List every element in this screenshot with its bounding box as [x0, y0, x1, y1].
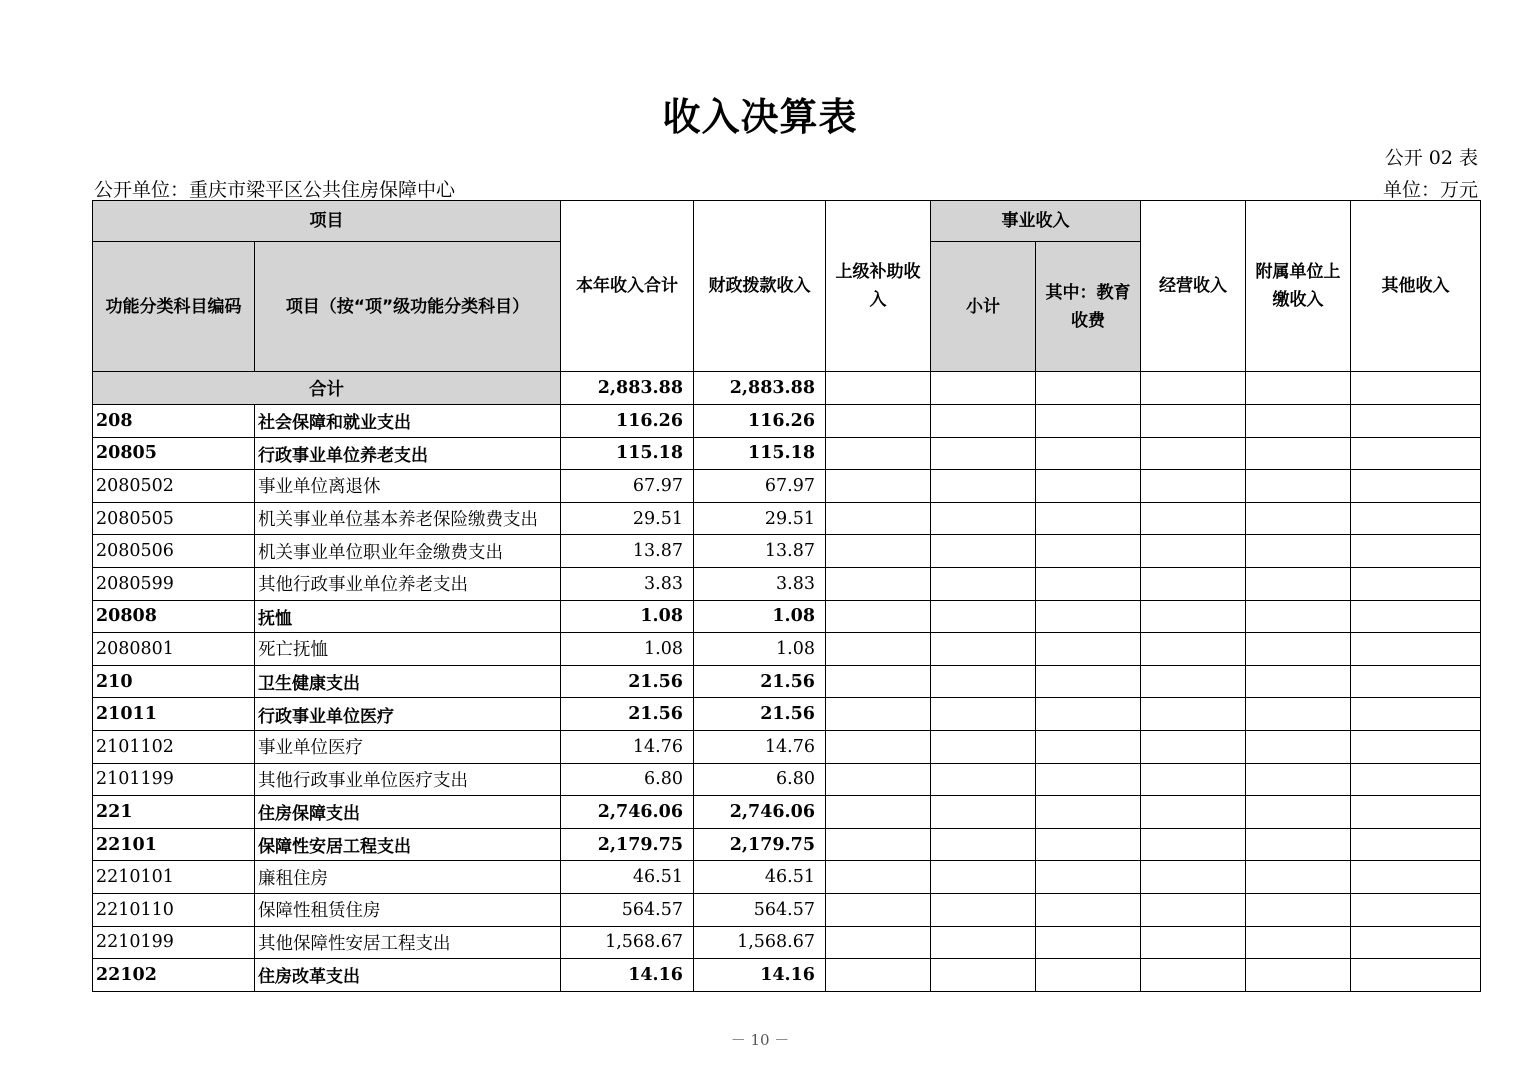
table-row: [93, 861, 1481, 894]
empty-cell: [931, 405, 1036, 438]
empty-cell: [1351, 926, 1481, 959]
empty-cell: [1036, 861, 1141, 894]
empty-cell: [826, 763, 931, 796]
total-income-value: 2,883.88: [561, 372, 694, 405]
empty-cell: [826, 633, 931, 666]
empty-cell: [1246, 763, 1351, 796]
empty-cell: [1246, 698, 1351, 731]
empty-cell: [931, 535, 1036, 568]
empty-cell: [1036, 959, 1141, 992]
row-fiscal: 14.76: [694, 730, 826, 763]
empty-cell: [931, 502, 1036, 535]
empty-cell: [1351, 893, 1481, 926]
table-row: [93, 600, 1481, 633]
empty-cell: [1351, 437, 1481, 470]
empty-cell: [1036, 437, 1141, 470]
empty-cell: [1141, 926, 1246, 959]
empty-cell: [1246, 535, 1351, 568]
empty-cell: [1036, 665, 1141, 698]
header-row-1: [93, 201, 1481, 242]
empty-cell: [1246, 405, 1351, 438]
empty-cell: [1036, 470, 1141, 503]
row-code: 208: [93, 405, 255, 438]
empty-cell: [1141, 959, 1246, 992]
row-total-income: 115.18: [561, 437, 694, 470]
empty-cell: [1351, 828, 1481, 861]
empty-cell: [826, 893, 931, 926]
row-total-income: 13.87: [561, 535, 694, 568]
row-code: 22101: [93, 828, 255, 861]
row-total-income: 21.56: [561, 665, 694, 698]
empty-cell: [1141, 633, 1246, 666]
empty-cell: [1141, 796, 1246, 829]
row-code: 2101199: [93, 763, 255, 796]
row-fiscal: 21.56: [694, 698, 826, 731]
row-item-name: 其他行政事业单位养老支出: [255, 567, 561, 600]
empty-cell: [1036, 405, 1141, 438]
empty-cell: [1246, 633, 1351, 666]
empty-cell: [826, 796, 931, 829]
empty-cell: [826, 567, 931, 600]
total-row: [93, 372, 1481, 405]
table-row: [93, 502, 1481, 535]
table-row: [93, 959, 1481, 992]
header-other: 其他收入: [1351, 201, 1481, 372]
total-label: 合计: [93, 372, 561, 405]
empty-cell: [931, 828, 1036, 861]
table-row: [93, 763, 1481, 796]
header-operating: 经营收入: [1141, 201, 1246, 372]
empty-cell: [931, 893, 1036, 926]
empty-cell: [1351, 763, 1481, 796]
empty-cell: [826, 698, 931, 731]
row-code: 2210199: [93, 926, 255, 959]
row-item-name: 住房改革支出: [255, 959, 561, 992]
currency-unit: 单位：万元: [1382, 179, 1478, 201]
row-total-income: 14.76: [561, 730, 694, 763]
empty-cell: [1351, 633, 1481, 666]
row-total-income: 1,568.67: [561, 926, 694, 959]
empty-cell: [1141, 828, 1246, 861]
empty-cell: [1141, 600, 1246, 633]
empty-cell: [1036, 796, 1141, 829]
table-row: [93, 437, 1481, 470]
row-code: 2080505: [93, 502, 255, 535]
empty-cell: [826, 730, 931, 763]
table-row: [93, 698, 1481, 731]
row-fiscal: 14.16: [694, 959, 826, 992]
row-code: 22102: [93, 959, 255, 992]
page-title: 收入决算表: [662, 95, 858, 139]
empty-cell: [1246, 828, 1351, 861]
row-fiscal: 21.56: [694, 665, 826, 698]
empty-cell: [826, 861, 931, 894]
row-item-name: 其他行政事业单位医疗支出: [255, 763, 561, 796]
empty-cell: [1246, 470, 1351, 503]
empty-cell: [1141, 698, 1246, 731]
empty-cell: [1036, 763, 1141, 796]
row-fiscal: 13.87: [694, 535, 826, 568]
row-item-name: 住房保障支出: [255, 796, 561, 829]
row-code: 20808: [93, 600, 255, 633]
row-item-name: 保障性安居工程支出: [255, 828, 561, 861]
empty-cell: [931, 470, 1036, 503]
empty-cell: [931, 633, 1036, 666]
empty-cell: [1036, 567, 1141, 600]
row-item-name: 事业单位离退休: [255, 470, 561, 503]
row-fiscal: 1.08: [694, 633, 826, 666]
row-total-income: 2,179.75: [561, 828, 694, 861]
row-item-name: 死亡抚恤: [255, 633, 561, 666]
form-code: 公开 02 表: [1384, 147, 1478, 169]
row-total-income: 6.80: [561, 763, 694, 796]
empty-cell: [1141, 893, 1246, 926]
empty-cell: [931, 796, 1036, 829]
empty-cell: [931, 600, 1036, 633]
row-total-income: 67.97: [561, 470, 694, 503]
row-total-income: 29.51: [561, 502, 694, 535]
empty-cell: [1246, 600, 1351, 633]
empty-cell: [1141, 861, 1246, 894]
empty-cell: [1036, 926, 1141, 959]
empty-cell: [1351, 730, 1481, 763]
empty-cell: [1246, 730, 1351, 763]
row-code: 2080801: [93, 633, 255, 666]
row-fiscal: 116.26: [694, 405, 826, 438]
page-number: － 10 －: [730, 1031, 790, 1049]
empty-cell: [1246, 893, 1351, 926]
row-fiscal: 1,568.67: [694, 926, 826, 959]
empty-cell: [931, 730, 1036, 763]
empty-cell: [826, 405, 931, 438]
table-row: [93, 828, 1481, 861]
row-code: 2101102: [93, 730, 255, 763]
header-code: 功能分类科目编码: [93, 242, 255, 372]
income-table: [92, 200, 1481, 992]
row-code: 2210110: [93, 893, 255, 926]
row-item-name: 机关事业单位职业年金缴费支出: [255, 535, 561, 568]
row-item-name: 卫生健康支出: [255, 665, 561, 698]
empty-cell: [1351, 861, 1481, 894]
reporting-unit: 公开单位：重庆市梁平区公共住房保障中心: [94, 179, 456, 201]
row-item-name: 行政事业单位医疗: [255, 698, 561, 731]
row-fiscal: 46.51: [694, 861, 826, 894]
empty-cell: [826, 502, 931, 535]
empty-cell: [826, 665, 931, 698]
empty-cell: [931, 959, 1036, 992]
row-item-name: 保障性租赁住房: [255, 893, 561, 926]
empty-cell: [1246, 567, 1351, 600]
empty-cell: [1246, 502, 1351, 535]
table-row: [93, 633, 1481, 666]
empty-cell: [1141, 405, 1246, 438]
row-fiscal: 115.18: [694, 437, 826, 470]
row-item-name: 抚恤: [255, 600, 561, 633]
row-item-name: 廉租住房: [255, 861, 561, 894]
empty-cell: [1036, 893, 1141, 926]
row-total-income: 14.16: [561, 959, 694, 992]
empty-cell: [1141, 502, 1246, 535]
empty-cell: [1036, 730, 1141, 763]
empty-cell: [1351, 470, 1481, 503]
empty-cell: [826, 828, 931, 861]
row-code: 2080502: [93, 470, 255, 503]
header-business-income: 事业收入: [931, 201, 1141, 242]
table-row: [93, 470, 1481, 503]
empty-cell: [1351, 535, 1481, 568]
row-total-income: 3.83: [561, 567, 694, 600]
table-row: [93, 665, 1481, 698]
row-item-name: 事业单位医疗: [255, 730, 561, 763]
empty-cell: [826, 959, 931, 992]
empty-cell: [1141, 567, 1246, 600]
table-row: [93, 405, 1481, 438]
empty-cell: [1351, 959, 1481, 992]
header-fiscal: 财政拨款收入: [694, 201, 826, 372]
row-total-income: 2,746.06: [561, 796, 694, 829]
table-row: [93, 796, 1481, 829]
empty-cell: [1141, 470, 1246, 503]
row-total-income: 46.51: [561, 861, 694, 894]
empty-cell: [826, 600, 931, 633]
table-row: [93, 730, 1481, 763]
empty-cell: [826, 535, 931, 568]
row-fiscal: 29.51: [694, 502, 826, 535]
empty-cell: [1141, 763, 1246, 796]
header-affiliated: 附属单位上缴收入: [1246, 201, 1351, 372]
empty-cell: [826, 437, 931, 470]
row-total-income: 116.26: [561, 405, 694, 438]
empty-cell: [1351, 567, 1481, 600]
table-row: [93, 926, 1481, 959]
empty-cell: [1351, 502, 1481, 535]
row-fiscal: 1.08: [694, 600, 826, 633]
row-code: 2210101: [93, 861, 255, 894]
header-item: 项目: [93, 201, 561, 242]
empty-cell: [931, 861, 1036, 894]
empty-cell: [1036, 633, 1141, 666]
row-fiscal: 2,746.06: [694, 796, 826, 829]
row-total-income: 1.08: [561, 600, 694, 633]
table-row: [93, 893, 1481, 926]
row-item-name: 机关事业单位基本养老保险缴费支出: [255, 502, 561, 535]
row-item-name: 行政事业单位养老支出: [255, 437, 561, 470]
row-total-income: 21.56: [561, 698, 694, 731]
header-item-name: 项目（按“项”级功能分类科目）: [255, 242, 561, 372]
row-item-name: 其他保障性安居工程支出: [255, 926, 561, 959]
empty-cell: [1351, 600, 1481, 633]
row-total-income: 564.57: [561, 893, 694, 926]
empty-cell: [1246, 437, 1351, 470]
table-row: [93, 535, 1481, 568]
empty-cell: [931, 665, 1036, 698]
empty-cell: [1351, 405, 1481, 438]
row-fiscal: 67.97: [694, 470, 826, 503]
empty-cell: [1351, 698, 1481, 731]
empty-cell: [1141, 665, 1246, 698]
row-fiscal: 3.83: [694, 567, 826, 600]
header-total-income: 本年收入合计: [561, 201, 694, 372]
header-superior: 上级补助收入: [826, 201, 931, 372]
row-total-income: 1.08: [561, 633, 694, 666]
empty-cell: [1036, 502, 1141, 535]
empty-cell: [931, 437, 1036, 470]
table-row: [93, 567, 1481, 600]
empty-cell: [1141, 730, 1246, 763]
row-code: 221: [93, 796, 255, 829]
empty-cell: [1036, 600, 1141, 633]
empty-cell: [1246, 796, 1351, 829]
empty-cell: [1246, 861, 1351, 894]
empty-cell: [931, 763, 1036, 796]
empty-cell: [1141, 437, 1246, 470]
empty-cell: [931, 567, 1036, 600]
row-code: 210: [93, 665, 255, 698]
empty-cell: [931, 926, 1036, 959]
empty-cell: [1036, 698, 1141, 731]
row-item-name: 社会保障和就业支出: [255, 405, 561, 438]
row-code: 20805: [93, 437, 255, 470]
empty-cell: [1036, 828, 1141, 861]
row-fiscal: 6.80: [694, 763, 826, 796]
empty-cell: [1351, 796, 1481, 829]
empty-cell: [1246, 959, 1351, 992]
header-subtotal: 小计: [931, 242, 1036, 372]
empty-cell: [1246, 665, 1351, 698]
empty-cell: [826, 926, 931, 959]
row-code: 2080599: [93, 567, 255, 600]
empty-cell: [1351, 665, 1481, 698]
empty-cell: [931, 698, 1036, 731]
header-education: 其中：教育收费: [1036, 242, 1141, 372]
row-code: 21011: [93, 698, 255, 731]
empty-cell: [1141, 535, 1246, 568]
total-fiscal-value: 2,883.88: [694, 372, 826, 405]
empty-cell: [1246, 926, 1351, 959]
empty-cell: [826, 470, 931, 503]
row-fiscal: 564.57: [694, 893, 826, 926]
row-fiscal: 2,179.75: [694, 828, 826, 861]
row-code: 2080506: [93, 535, 255, 568]
empty-cell: [1036, 535, 1141, 568]
